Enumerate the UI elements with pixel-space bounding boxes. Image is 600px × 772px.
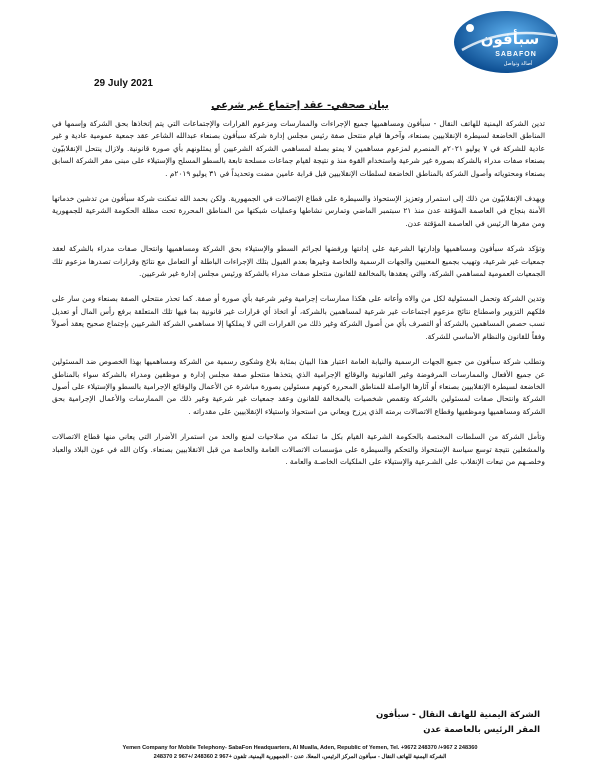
footer-english: Yemen Company for Mobile Telephony- SabaFon Headquarters, Al Mualla, Aden, Republic of Yemen, Tel. +9672 248370 /+967 2 248360 bbox=[122, 745, 478, 751]
sabafon-logo bbox=[444, 6, 564, 78]
document-date: 29 July 2021 bbox=[94, 78, 153, 89]
document-body bbox=[52, 118, 545, 481]
paragraph: وتأمل الشركة من السلطات المختصة بالحكومة الشرعية القيام بكل ما تملكه من صلاحيات لمنع والحد من استمرار الأضرار التي يعاني منها قطاع الاتصالات والمشغلين نتيجة توسع سياسة الإستحواذ والتحكم والسيطرة على مؤسسات الاتصالات العامة والخاصة من قبل الانقلابيين بصنعاء. وكان الله في عون البلاد والعباد وخلصـهم من تبعات الإنقلاب على الشـرعية والإستيلاء على الملكيات الخاصـة والعامة . bbox=[52, 432, 545, 466]
logo-tagline: أصالة وتواصل bbox=[503, 61, 533, 67]
paragraph: ويهدف الإنقلابيّون من ذلك إلى استمرار وتعزيز الإستحواذ والسيطرة على قطاع الإتصالات في الجمهورية. ولكن بحمد الله تمكنت شركة سبأفون من تدشين خدماتها الأمنة بنجاح في العاصمة المؤقتة عدن منذ ٢١ سبتمبر الماضي وتمارس نشاطها وعمليات شبكتها من المناطق المحررة تحت مظلة الحكومة الشرعية للجمهورية ومن مقرها الرئيس في العاصمة المؤقتة عدن. bbox=[52, 194, 545, 228]
document-title: بيان صحفي- عقد إجتماع غير شرعي bbox=[211, 100, 389, 111]
signature-block bbox=[376, 708, 540, 738]
paragraph: وتؤكد شركة سبأفون ومساهميها وإدارتها الشرعية على إدانتها ورفضها لجرائم السطو والإستيلاء بحق الشركة ومساهميها وانتحال صفات مدراء بالشركة لعقد جمعيات غير شرعية، وتهيب بجميع المعنيين والجهات الرسمية والخاصة وغيرها بعدم القبول بتلك الإجراءات الباطلة أو التعامل مع نتائج وقرارات تصدرها مزعوم تلك الجمعيات العمومية لمساهمي الشركة، والتي يعقدها بالمخالفة للقانون منتحلو صفات مدراء بالشركة ورئيس مجلس إدارة غير شرعيين. bbox=[52, 244, 545, 279]
paragraph: وتطلب شركة سبأفون من جميع الجهات الرسمية والنيابة العامة اعتبار هذا البيان بمثابة بلاغ وشكوى رسمية من الشركة ومساهميها بهذا الخصوص ضد المسئولين عن جميع الأفعال والممارسات المرفوضة وغير القانونية والوقائع الإجرامية الذي يتخذها منتحلو صفة مجلس إدارة و موظفين ومدراء بالشركة سواء بالمناطق الخاضعة لسيطرة الإنقلابيين بصنعاء أو آثارها الواصلة للمناطق المحررة كونهم مسئولين بصورة مباشرة عن الأعمال والوقائع الإجرامية بالسطو والإستيلاء على أصول الشركة وانتحال صفات لمسئولين بالشركة وتقمص شخصيات بالمخالفة للقانون وعقد جمعيات غير شرعية وغير ذلك من الممارسات والأعمال الإجرامية بحق الشركة ومساهميها وموظفيها وقطاع الاتصالات برمته الذي يرزح ويعاني من استحواذ واستيلاء الإنقلابيين على مقدراته . bbox=[52, 357, 545, 416]
signature-hq: المقر الرئيس بالعاصمة عدن bbox=[423, 725, 540, 735]
logo-name-ar: سبأفون bbox=[480, 30, 540, 48]
logo-name-en: SABAFON bbox=[495, 51, 537, 58]
page-footer bbox=[0, 744, 600, 762]
signature-company: الشركة اليمنية للهاتف النقال - سبأفون bbox=[375, 710, 540, 720]
sabafon-logo-icon bbox=[444, 6, 564, 78]
paragraph: وتدين الشركة وتحمل المسئولية لكل من والاه وأعانه على هكذا ممارسات إجرامية وغير شرعية بأي صورة أو صفة. كما تحذر منتحلي الصفة بصنعاء ومن سار على فلكهم التزوير واصطناع نتائج مزعوم اجتماعات غير شرعية لمساهمين بالشركة، أو اتخاذ أي قرارات غير قانونية بما فيها تلك المتعلقة برفع رأس المال أو تعديل نسب حصص المساهمين بالشركة أو التصرف بأي من أصول الشركة وغير ذلك من القرارات التي لا يملكها إلا مساهمي الشركة الشرعيين بإجتماع صحيح يعقد أصولاً وفقاً للقانون والنظام الأساسي للشركة. bbox=[52, 294, 545, 341]
paragraph: تدين الشركة اليمنية للهاتف النقال - سبأفون ومساهميها جميع الإجراءات والممارسات ومزعوم القرارات والإجتماعات التي يتم إتخاذها بحق الشركة وإسمها في المناطق الخاضعة لسيطرة الإنقلابيين بصنعاء، وآخرها قيام منتحل صفة رئيس مجلس إدارة شركة سبأفون بصنعاء عبدالله الشاعر عقد جمعية عمومية عادية و غير عادية للشركة في ٧ يوليو ٢٠٢١م المنصرم لمزعوم مساهمين لا يمتو بصلة لمساهمي الشركة الشرعيين أو يمثلونهم بأي صورة قانونية. ولازال ينتحل الإنقلابيّون بصنعاء صفات مدراء بالشركة بصورة غير شرعية واستخدام القوة منذ و نتيجة لقيام جماعات مسلحة تابعة بالسطو المسلح والإستيلاء على مبنى مقر الشركة السابق بصنعاء ومحتوياته وأصول الشركة بالمناطق الخاضعة لسلطات الإنقلابيين قبل قرابة عامين مضت وتحديداً في ٣١ يوليو ٢٠١٩م . bbox=[52, 119, 545, 178]
footer-arabic: الشركة اليمنية للهاتف النقال - سبأفون المركز الرئيس، المعلا، عدن - الجمهورية اليمنية، تلفون +967 2 248360 /+967 2 248370 bbox=[153, 754, 447, 760]
